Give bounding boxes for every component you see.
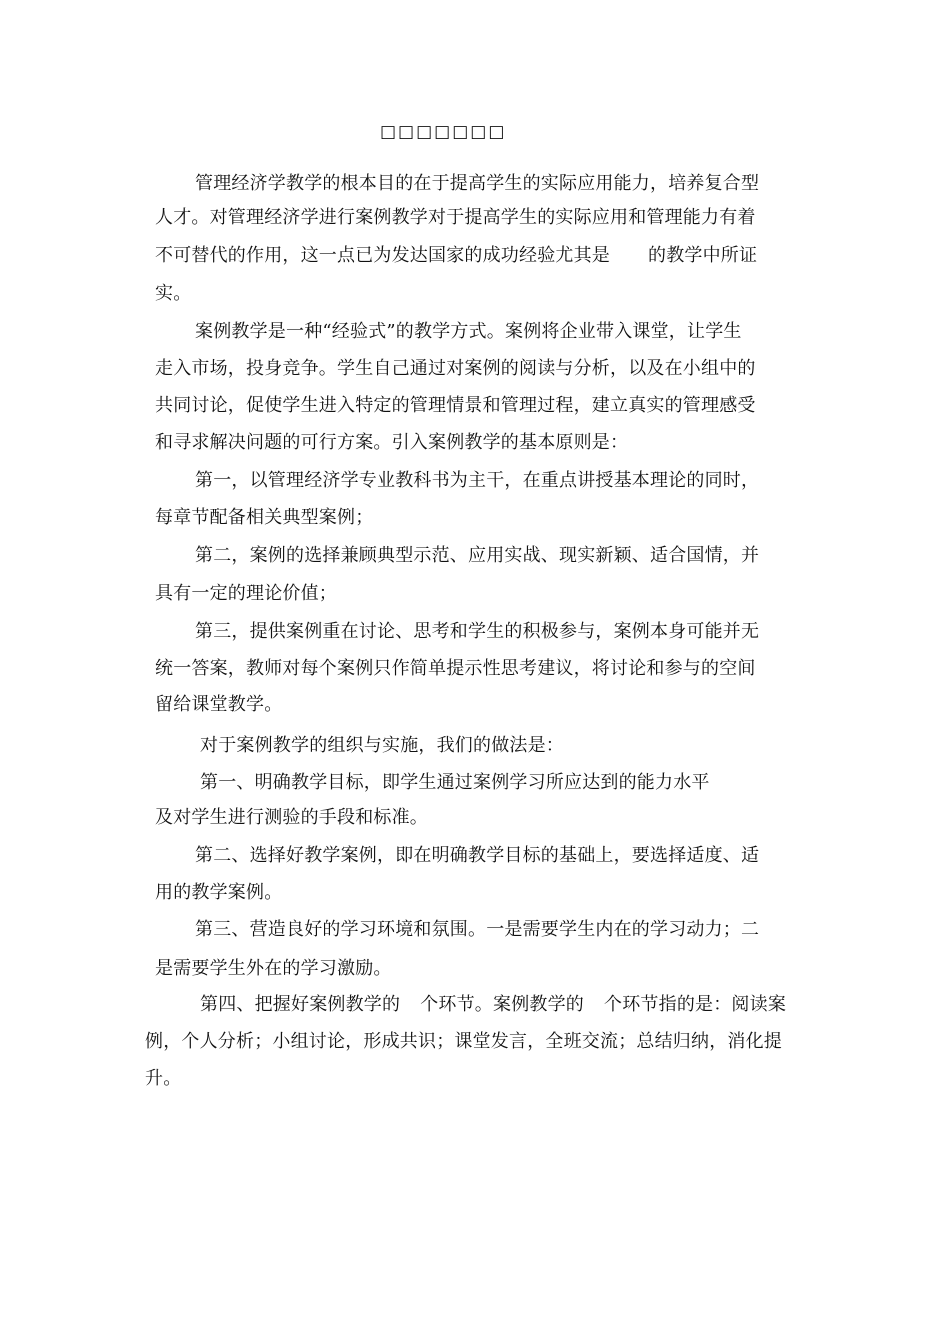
line-segment: 不可替代的作用，这一点已为发达国家的成功经验尤其是 bbox=[155, 245, 610, 266]
line-segment: 的教学中所证 bbox=[648, 245, 758, 266]
paragraph-line: 案例教学是一种“经验式”的教学方式。案例将企业带入课堂，让学生 bbox=[195, 321, 742, 342]
paragraph-line: 留给课堂教学。 bbox=[155, 694, 283, 715]
paragraph-line: 用的教学案例。 bbox=[155, 882, 283, 903]
paragraph-line: 第三、营造良好的学习环境和氛围。一是需要学生内在的学习动力；二 bbox=[195, 919, 760, 940]
paragraph-line: 例，个人分析；小组讨论，形成共识；课堂发言，全班交流；总结归纳，消化提 bbox=[145, 1031, 782, 1052]
paragraph-line bbox=[200, 993, 786, 1017]
paragraph-line bbox=[155, 244, 757, 268]
document-title: □□□□□□□ bbox=[380, 122, 507, 142]
paragraph-line: 第三，提供案例重在讨论、思考和学生的积极参与，案例本身可能并无 bbox=[195, 621, 760, 642]
paragraph-line: 共同讨论，促使学生进入特定的管理情景和管理过程，建立真实的管理感受 bbox=[155, 395, 756, 416]
paragraph-line: 和寻求解决问题的可行方案。引入案例教学的基本原则是： bbox=[155, 432, 629, 453]
paragraph-line: 是需要学生外在的学习激励。 bbox=[155, 958, 392, 979]
paragraph-line: 第二、选择好教学案例，即在明确教学目标的基础上，要选择适度、适 bbox=[195, 845, 760, 866]
paragraph-line: 及对学生进行测验的手段和标准。 bbox=[155, 807, 428, 828]
line-segment: 个环节指的是：阅读案 bbox=[604, 994, 787, 1015]
paragraph-line: 管理经济学教学的根本目的在于提高学生的实际应用能力，培养复合型 bbox=[195, 173, 760, 194]
paragraph-line: 人才。对管理经济学进行案例教学对于提高学生的实际应用和管理能力有着 bbox=[155, 207, 756, 228]
paragraph-line: 具有一定的理论价值； bbox=[155, 583, 337, 604]
line-segment: 第四、把握好案例教学的 bbox=[200, 994, 401, 1015]
paragraph-line: 升。 bbox=[145, 1068, 182, 1089]
paragraph-line: 走入市场，投身竞争。学生自己通过对案例的阅读与分析，以及在小组中的 bbox=[155, 358, 756, 379]
paragraph-line: 对于案例教学的组织与实施，我们的做法是： bbox=[200, 735, 564, 756]
paragraph-line: 第二，案例的选择兼顾典型示范、应用实战、现实新颖、适合国情，并 bbox=[195, 545, 760, 566]
paragraph-line: 第一，以管理经济学专业教科书为主干，在重点讲授基本理论的同时， bbox=[195, 470, 760, 491]
line-segment: 个环节。案例教学的 bbox=[420, 994, 585, 1015]
paragraph-line: 统一答案，教师对每个案例只作简单提示性思考建议，将讨论和参与的空间 bbox=[155, 658, 756, 679]
paragraph-line: 实。 bbox=[155, 283, 192, 304]
paragraph-line: 第一、明确教学目标，即学生通过案例学习所应达到的能力水平 bbox=[200, 772, 710, 793]
paragraph-line: 每章节配备相关典型案例； bbox=[155, 507, 374, 528]
